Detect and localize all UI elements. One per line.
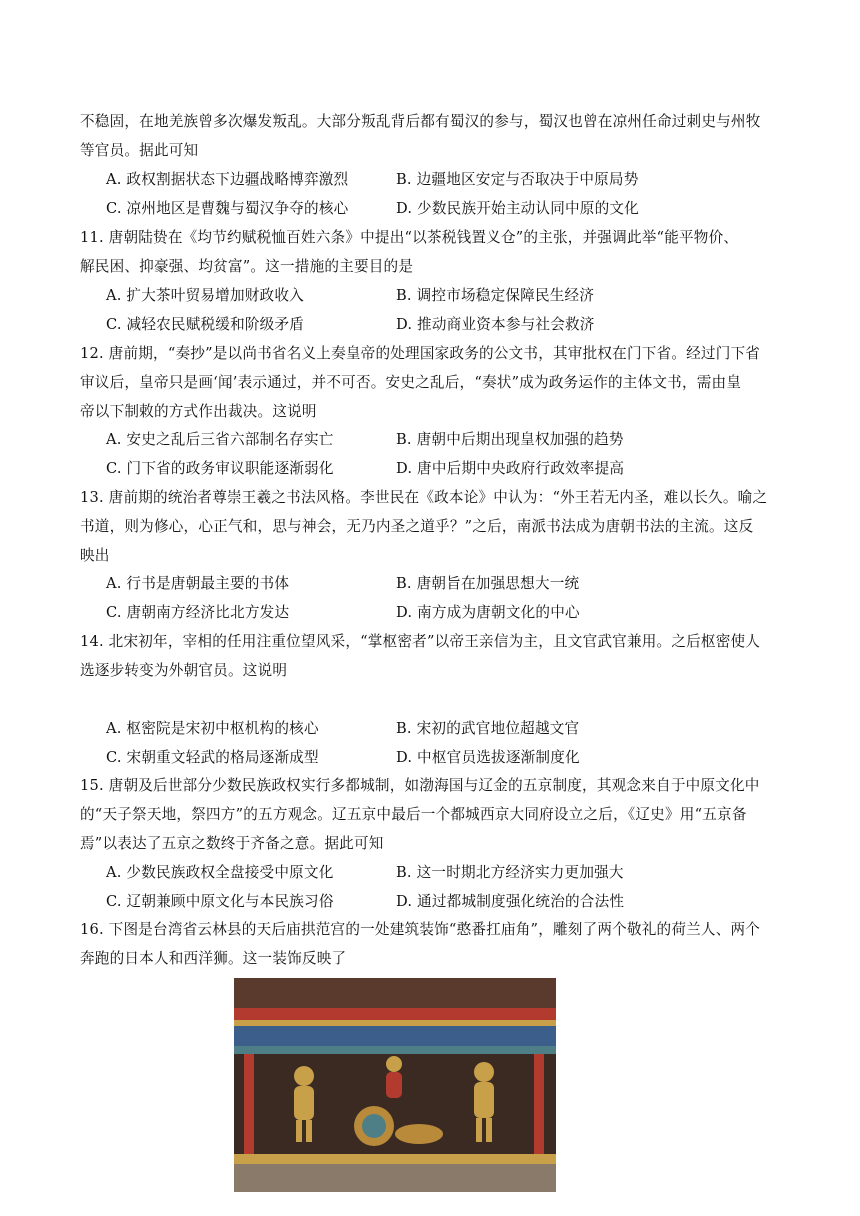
q13-option-a[interactable]: A. 行书是唐朝最主要的书体	[106, 575, 290, 592]
q12-option-c[interactable]: C. 门下省的政务审议职能逐渐弱化	[106, 460, 334, 477]
q10-stem-line-2: 等官员。据此可知	[80, 142, 199, 159]
q10-option-a[interactable]: A. 政权割据状态下边疆战略博弈激烈	[106, 171, 349, 188]
q12-option-b[interactable]: B. 唐朝中后期出现皇权加强的趋势	[396, 431, 624, 448]
q14-stem-line-2: 选逐步转变为外朝官员。这说明	[80, 662, 288, 679]
q10-option-c[interactable]: C. 凉州地区是曹魏与蜀汉争夺的核心	[106, 200, 349, 217]
q11-option-d[interactable]: D. 推动商业资本参与社会救济	[396, 316, 595, 333]
q11-option-a[interactable]: A. 扩大茶叶贸易增加财政收入	[106, 287, 304, 304]
q16-stem-line-2: 奔跑的日本人和西洋狮。这一装饰反映了	[80, 950, 347, 967]
q11-option-c[interactable]: C. 减轻农民赋税缓和阶级矛盾	[106, 316, 305, 333]
q11-stem-line-1: 11. 唐朝陆贽在《均节约赋税恤百姓六条》中提出“以茶税钱置义仓”的主张，并强调此举“能平物价、	[80, 229, 739, 246]
q12-option-d[interactable]: D. 唐中后期中央政府行政效率提高	[396, 460, 625, 477]
q15-option-d[interactable]: D. 通过都城制度强化统治的合法性	[396, 893, 625, 910]
q10-option-b[interactable]: B. 边疆地区安定与否取决于中原局势	[396, 171, 639, 188]
q16-stem-line-1: 16. 下图是台湾省云林县的天后庙拱范宫的一处建筑装饰“憨番扛庙角”，雕刻了两个敬礼的荷兰人、两个	[80, 921, 761, 938]
q15-stem-line-3: 焉”以表达了五京之数终于齐备之意。据此可知	[80, 835, 384, 852]
q15-option-a[interactable]: A. 少数民族政权全盘接受中原文化	[106, 864, 334, 881]
q14-stem-line-1: 14. 北宋初年，宰相的任用注重位望风采，“掌枢密者”以帝王亲信为主，且文官武官兼用。之后枢密使人	[80, 633, 761, 650]
temple-carving-illustration	[234, 978, 556, 1192]
q14-option-d[interactable]: D. 中枢官员选拔逐渐制度化	[396, 749, 580, 766]
q10-stem-line-1: 不稳固，在地羌族曾多次爆发叛乱。大部分叛乱背后都有蜀汉的参与，蜀汉也曾在凉州任命过刺史与州牧	[80, 113, 761, 130]
q13-option-b[interactable]: B. 唐朝旨在加强思想大一统	[396, 575, 580, 592]
q13-option-c[interactable]: C. 唐朝南方经济比北方发达	[106, 604, 290, 621]
q11-option-b[interactable]: B. 调控市场稳定保障民生经济	[396, 287, 595, 304]
q13-stem-line-2: 书道，则为修心，心正气和，思与神会，无乃内圣之道乎？”之后，南派书法成为唐朝书法的主流。这反	[80, 518, 754, 535]
temple-carving-photo	[234, 978, 556, 1192]
q15-option-c[interactable]: C. 辽朝兼顾中原文化与本民族习俗	[106, 893, 334, 910]
q13-option-d[interactable]: D. 南方成为唐朝文化的中心	[396, 604, 580, 621]
q12-stem-line-1: 12. 唐前期，“奏抄”是以尚书省名义上奏皇帝的处理国家政务的公文书，其审批权在门下省。经过门下省	[80, 345, 761, 362]
q12-stem-line-2: 审议后，皇帝只是画‘闻’表示通过，并不可否。安史之乱后，“奏状”成为政务运作的主体文书，需由皇	[80, 374, 742, 391]
q15-stem-line-1: 15. 唐朝及后世部分少数民族政权实行多都城制，如渤海国与辽金的五京制度，其观念来自于中原文化中	[80, 777, 760, 794]
q12-option-a[interactable]: A. 安史之乱后三省六部制名存实亡	[106, 431, 334, 448]
q15-option-b[interactable]: B. 这一时期北方经济实力更加强大	[396, 864, 624, 881]
q10-option-d[interactable]: D. 少数民族开始主动认同中原的文化	[396, 200, 639, 217]
q14-option-c[interactable]: C. 宋朝重文轻武的格局逐渐成型	[106, 749, 319, 766]
q11-stem-line-2: 解民困、抑豪强、均贫富”。这一措施的主要目的是	[80, 258, 414, 275]
q15-stem-line-2: 的“天子祭天地，祭四方”的五方观念。辽五京中最后一个都城西京大同府设立之后，《辽史》用“五京备	[80, 806, 747, 823]
q13-stem-line-3: 映出	[80, 547, 110, 564]
q14-option-a[interactable]: A. 枢密院是宋初中枢机构的核心	[106, 720, 319, 737]
q12-stem-line-3: 帝以下制敕的方式作出裁决。这说明	[80, 403, 317, 420]
q13-stem-line-1: 13. 唐前期的统治者尊崇王羲之书法风格。李世民在《政本论》中认为：“外王若无内圣，难以长久。喻之	[80, 489, 768, 506]
q14-option-b[interactable]: B. 宋初的武官地位超越文官	[396, 720, 580, 737]
